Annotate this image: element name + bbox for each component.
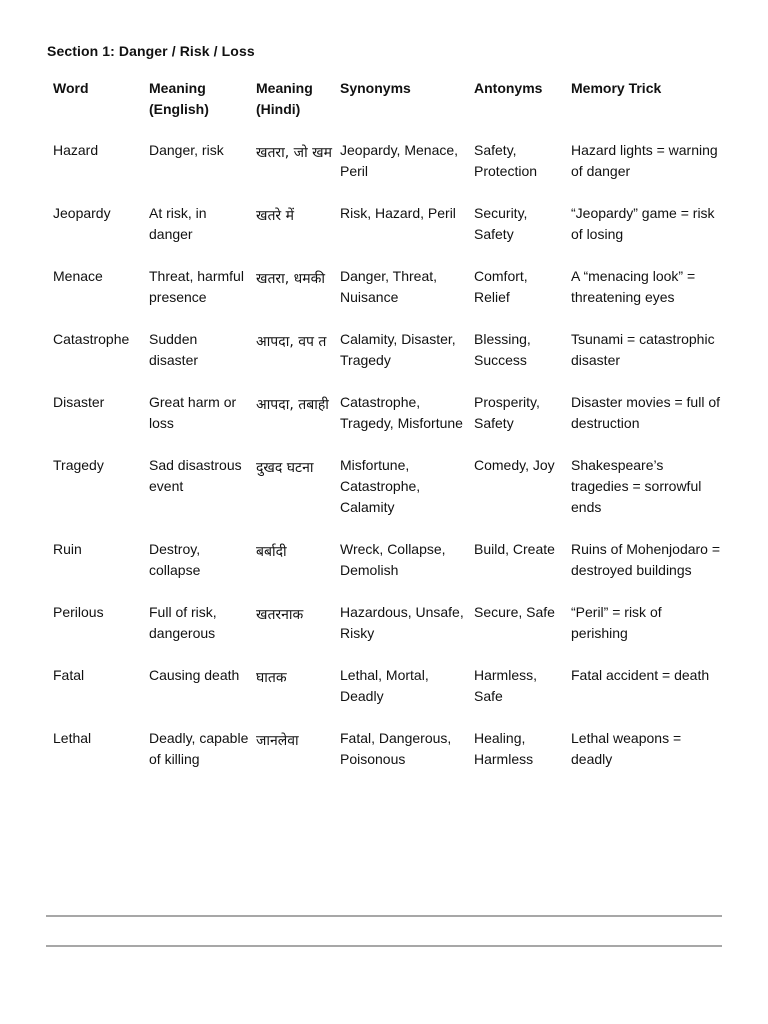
cell-word: Menace xyxy=(53,268,103,284)
cell-antonyms: Prosperity, Safety xyxy=(474,394,540,431)
table-row xyxy=(46,266,722,329)
cell-meaning-english: Deadly, capable of killing xyxy=(149,730,249,767)
cell-antonyms: Secure, Safe xyxy=(474,604,555,620)
cell-synonyms: Risk, Hazard, Peril xyxy=(340,205,456,221)
cell-antonyms: Comedy, Joy xyxy=(474,457,555,473)
table-row xyxy=(46,455,722,539)
cell-memory-trick: Shakespeare’s tragedies = sorrowful ends xyxy=(571,457,702,515)
cell-synonyms: Misfortune, Catastrophe, Calamity xyxy=(340,457,421,515)
cell-synonyms: Danger, Threat, Nuisance xyxy=(340,268,438,305)
header-antonyms: Antonyms xyxy=(474,80,543,96)
cell-meaning-hindi: खतरा, जो खम xyxy=(256,145,332,161)
cell-memory-trick: “Jeopardy” game = risk of losing xyxy=(571,205,715,242)
divider-line xyxy=(46,915,722,917)
cell-antonyms: Healing, Harmless xyxy=(474,730,534,767)
table-row xyxy=(46,728,722,791)
header-meaning-english-line2: (English) xyxy=(149,101,209,117)
cell-antonyms: Build, Create xyxy=(474,541,555,557)
cell-meaning-hindi: खतरा, धमकी xyxy=(256,271,326,287)
cell-antonyms: Comfort, Relief xyxy=(474,268,528,305)
cell-synonyms: Lethal, Mortal, Deadly xyxy=(340,667,429,704)
cell-word: Hazard xyxy=(53,142,99,158)
cell-meaning-english: Destroy, collapse xyxy=(149,541,201,578)
cell-memory-trick: Tsunami = catastrophic disaster xyxy=(571,331,715,368)
header-synonyms: Synonyms xyxy=(340,80,411,96)
cell-meaning-english: Great harm or loss xyxy=(149,394,237,431)
table-row xyxy=(46,329,722,392)
cell-memory-trick: Ruins of Mohenjodaro = destroyed buildings xyxy=(571,541,721,578)
cell-meaning-hindi: जानलेवा xyxy=(256,733,299,749)
cell-meaning-english: Sudden disaster xyxy=(149,331,199,368)
cell-memory-trick: A “menacing look” = threatening eyes xyxy=(571,268,696,305)
cell-word: Jeopardy xyxy=(53,205,111,221)
cell-antonyms: Safety, Protection xyxy=(474,142,538,179)
cell-word: Disaster xyxy=(53,394,105,410)
cell-memory-trick: “Peril” = risk of perishing xyxy=(571,604,662,641)
cell-word: Catastrophe xyxy=(53,331,130,347)
cell-synonyms: Wreck, Collapse, Demolish xyxy=(340,541,446,578)
table-row xyxy=(46,203,722,266)
cell-synonyms: Jeopardy, Menace, Peril xyxy=(340,142,459,179)
cell-memory-trick: Hazard lights = warning of danger xyxy=(571,142,718,179)
cell-meaning-english: Sad disastrous event xyxy=(149,457,242,494)
cell-antonyms: Blessing, Success xyxy=(474,331,531,368)
section-title: Section 1: Danger / Risk / Loss xyxy=(47,43,255,59)
cell-synonyms: Hazardous, Unsafe, Risky xyxy=(340,604,464,641)
cell-meaning-hindi: दुखद घटना xyxy=(256,460,314,476)
header-meaning-english-line1: Meaning xyxy=(149,80,206,96)
table-row xyxy=(46,602,722,665)
cell-synonyms: Catastrophe, Tragedy, Misfortune xyxy=(340,394,463,431)
cell-memory-trick: Disaster movies = full of destruction xyxy=(571,394,720,431)
cell-meaning-english: Danger, risk xyxy=(149,142,224,158)
table-row xyxy=(46,539,722,602)
cell-word: Fatal xyxy=(53,667,85,683)
cell-meaning-english: Full of risk, dangerous xyxy=(149,604,217,641)
table-row xyxy=(46,392,722,455)
cell-meaning-hindi: खतरनाक xyxy=(256,607,304,623)
table-header-row xyxy=(46,78,722,140)
cell-word: Lethal xyxy=(53,730,92,746)
cell-memory-trick: Fatal accident = death xyxy=(571,667,710,683)
cell-meaning-hindi: आपदा, वप त xyxy=(256,334,327,350)
header-meaning-hindi-line2: (Hindi) xyxy=(256,101,301,117)
header-meaning-english xyxy=(142,78,249,140)
cell-antonyms: Security, Safety xyxy=(474,205,528,242)
cell-memory-trick: Lethal weapons = deadly xyxy=(571,730,682,767)
cell-meaning-english: Threat, harmful presence xyxy=(149,268,244,305)
header-meaning-hindi-line1: Meaning xyxy=(256,80,313,96)
table-row xyxy=(46,665,722,728)
cell-synonyms: Calamity, Disaster, Tragedy xyxy=(340,331,456,368)
cell-meaning-hindi: बर्बादी xyxy=(256,544,287,560)
cell-synonyms: Fatal, Dangerous, Poisonous xyxy=(340,730,452,767)
cell-meaning-english: Causing death xyxy=(149,667,240,683)
cell-word: Ruin xyxy=(53,541,82,557)
vocabulary-table xyxy=(46,78,722,791)
cell-meaning-hindi: खतरे में xyxy=(256,208,294,224)
table-row xyxy=(46,140,722,203)
cell-word: Perilous xyxy=(53,604,104,620)
header-memory-trick: Memory Trick xyxy=(571,80,662,96)
cell-meaning-hindi: आपदा, तबाही xyxy=(256,397,329,413)
cell-meaning-english: At risk, in danger xyxy=(149,205,207,242)
header-word: Word xyxy=(53,80,89,96)
cell-meaning-hindi: घातक xyxy=(256,670,287,686)
divider-line xyxy=(46,945,722,947)
header-meaning-hindi xyxy=(249,78,333,140)
cell-antonyms: Harmless, Safe xyxy=(474,667,538,704)
cell-word: Tragedy xyxy=(53,457,104,473)
